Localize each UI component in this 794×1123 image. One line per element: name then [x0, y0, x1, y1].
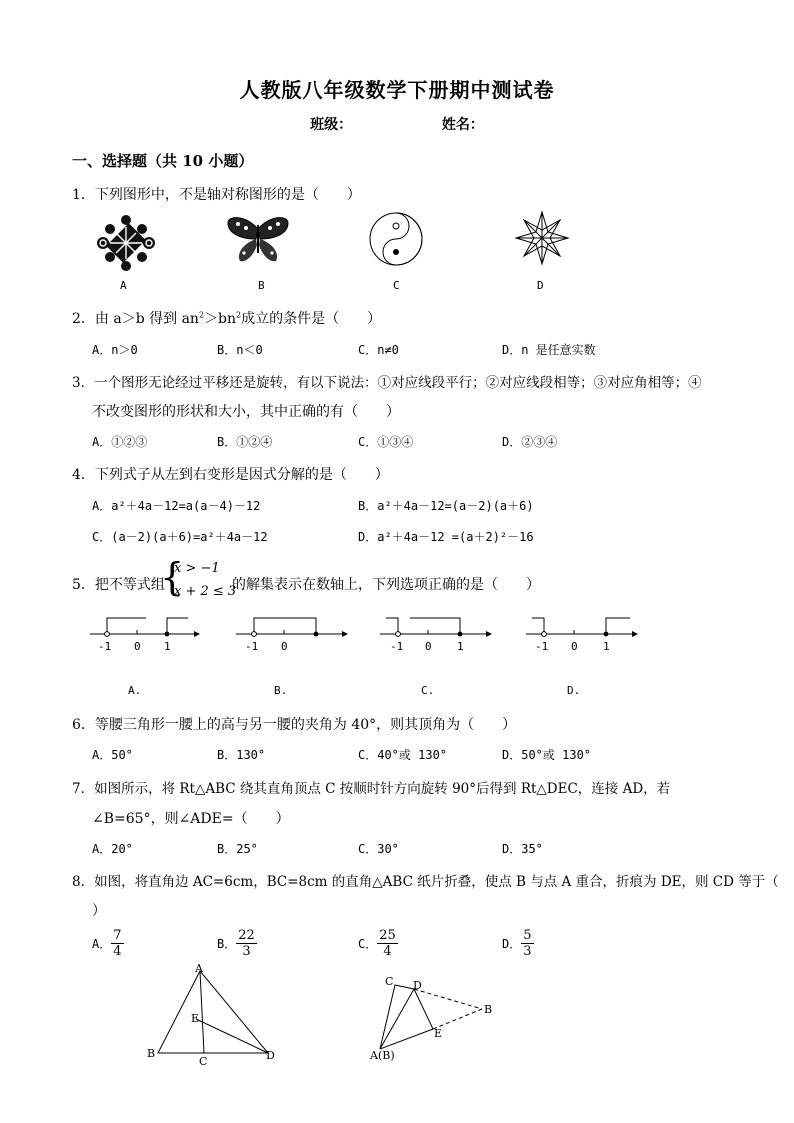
- system-brace: {: [160, 555, 185, 599]
- question-3-line2: 不改变图形的形状和大小，其中正确的有（ ）: [92, 404, 400, 420]
- inequality-2: x + 2 ≤ 3: [174, 584, 237, 599]
- question-1: 1．下列图形中，不是轴对称图形的是（ ）: [72, 187, 361, 203]
- question-5-suffix: 的解集表示在数轴上，下列选项正确的是（ ）: [232, 577, 540, 593]
- tick-label: -1: [245, 640, 259, 653]
- q3-option-b: B．①②④: [217, 435, 273, 449]
- q4-option-a: A．a²＋4a－12=a(a－4)－12: [92, 499, 261, 513]
- q4-option-c: C．(a－2)(a＋6)=a²＋4a－12: [92, 530, 268, 544]
- q2-option-c: C．n≠0: [358, 343, 399, 357]
- question-4: 4．下列式子从左到右变形是因式分解的是（ ）: [72, 467, 389, 483]
- page-title: 人教版八年级数学下册期中测试卷: [239, 78, 555, 102]
- q3-option-d: D．②③④: [502, 435, 558, 449]
- number-line-a: [90, 612, 200, 642]
- question-6: 6．等腰三角形一腰上的高与另一腰的夹角为 40°，则其顶角为（ ）: [72, 717, 517, 733]
- q2-option-d: D．n 是任意实数: [502, 343, 596, 357]
- class-label: 班级：: [310, 117, 353, 133]
- q7-option-b: B．25°: [217, 842, 258, 856]
- q6-option-a: A．50°: [92, 748, 133, 762]
- fig2-label-e: E: [434, 1027, 443, 1040]
- fig1-label-d: D: [266, 1049, 275, 1062]
- question-7-line2: ∠B=65°，则∠ADE=（ ）: [92, 811, 290, 827]
- tick-label: -1: [535, 640, 549, 653]
- number-line-c: [380, 612, 492, 642]
- figure-rotated-triangles: [150, 965, 280, 1070]
- q5-label-b: B.: [274, 684, 288, 697]
- fig2-label-d: D: [413, 979, 422, 992]
- q8-option-d: D． $\frac{5}{3}$: [502, 928, 532, 959]
- q8-option-c: C． $\frac{25}{4}$: [358, 928, 396, 959]
- fig2-label-c: C: [385, 975, 394, 988]
- fig1-label-a: A: [195, 962, 203, 975]
- q3-option-c: C．①③④: [358, 435, 414, 449]
- tick-label: 0: [134, 640, 141, 653]
- q1-label-d: D: [537, 279, 544, 292]
- q6-option-b: B．130°: [217, 748, 266, 762]
- q5-label-a: A.: [128, 684, 142, 697]
- butterfly-icon: [226, 215, 290, 265]
- tick-label: -1: [390, 640, 404, 653]
- chinese-knot-icon: [96, 215, 156, 271]
- number-line-b: [236, 612, 348, 642]
- q8-option-b: B． $\frac{22}{3}$: [217, 928, 255, 959]
- question-5-prefix: 5．把不等式组: [72, 577, 165, 593]
- q7-option-a: A．20°: [92, 842, 133, 856]
- fig1-label-b: B: [147, 1047, 156, 1060]
- fig1-label-c: C: [199, 1055, 208, 1068]
- fig2-label-ab: A(B): [370, 1049, 395, 1062]
- q1-label-c: C: [393, 279, 400, 292]
- q1-label-b: B: [258, 279, 265, 292]
- q7-option-c: C．30°: [358, 842, 399, 856]
- question-8-line1: 8．如图，将直角边 AC=6cm，BC=8cm 的直角△ABC 纸片折叠，使点 B 与点 A 重合，折痕为 DE，则 CD 等于（: [72, 874, 779, 890]
- q4-option-d: D．a²＋4a－12 =(a＋2)²－16: [358, 530, 534, 544]
- number-line-d: [526, 612, 638, 642]
- tick-label: 1: [457, 640, 464, 653]
- tick-label: -1: [98, 640, 112, 653]
- q1-label-a: A: [120, 279, 127, 292]
- q2-option-a: A．n＞0: [92, 343, 138, 357]
- q3-option-a: A．①②③: [92, 435, 148, 449]
- section-heading: 一、选择题（共 10 小题）: [72, 152, 254, 170]
- yin-yang-icon: [368, 211, 424, 267]
- question-2: 2．由 a＞b 得到 $an^2>bn^2$成立的条件是（ ）: [72, 310, 382, 327]
- tick-label: 0: [281, 640, 288, 653]
- question-8-line2: ）: [92, 903, 106, 919]
- q8-option-a: A． $\frac{7}{4}$: [92, 928, 122, 959]
- student-info: [0, 114, 794, 134]
- tick-label: 0: [571, 640, 578, 653]
- inequality-1: x > −1: [174, 561, 220, 576]
- q6-option-d: D．50°或 130°: [502, 748, 592, 762]
- tick-label: 1: [603, 640, 610, 653]
- fig2-label-b: B: [484, 1003, 493, 1016]
- question-3-line1: 3．一个图形无论经过平移还是旋转，有以下说法：①对应线段平行；②对应线段相等；③对应角相等；④: [72, 375, 702, 391]
- q7-option-d: D．35°: [502, 842, 543, 856]
- q5-label-d: D.: [567, 684, 581, 697]
- fig1-label-e: E: [191, 1012, 200, 1025]
- q2-option-b: B．n＜0: [217, 343, 263, 357]
- star-icon: [514, 210, 570, 266]
- q6-option-c: C．40°或 130°: [358, 748, 448, 762]
- tick-label: 1: [164, 640, 171, 653]
- question-7-line1: 7．如图所示，将 Rt△ABC 绕其直角顶点 C 按顺时针方向旋转 90°后得到 Rt△DEC，连接 AD，若: [72, 781, 671, 797]
- tick-label: 0: [425, 640, 432, 653]
- name-label: 姓名：: [441, 117, 484, 133]
- q5-label-c: C.: [421, 684, 435, 697]
- q4-option-b: B．a²＋4a－12=(a－2)(a＋6): [358, 499, 534, 513]
